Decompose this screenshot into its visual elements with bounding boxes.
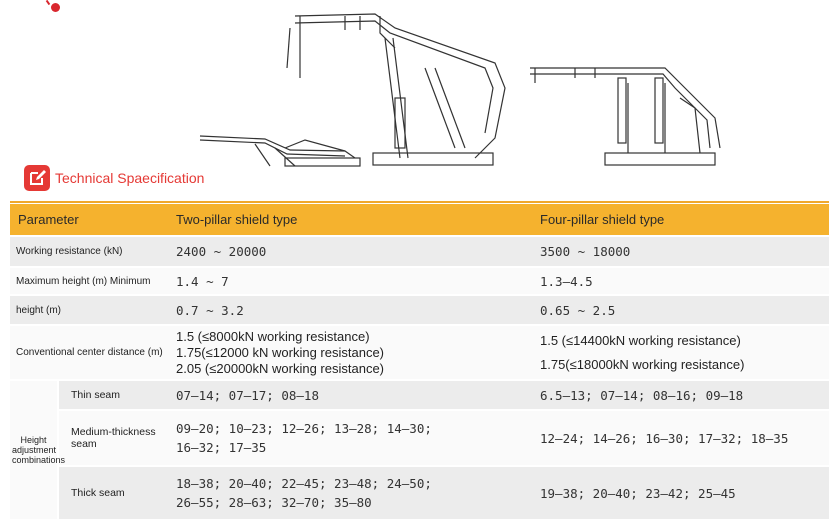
edit-icon: [24, 165, 50, 191]
table-row: [10, 295, 829, 325]
cell-line: 26–55; 28–63; 32–70; 35–80: [176, 495, 372, 510]
cell-four-pillar: 19–38; 20–40; 23–42; 25–45: [534, 466, 829, 520]
header-divider: [10, 201, 829, 203]
table-row: [10, 267, 829, 295]
cell-line: 09–20; 10–23; 12–26; 13–28; 14–30;: [176, 421, 432, 436]
column-header-parameter: Parameter: [10, 204, 170, 236]
table-row: [10, 325, 829, 380]
cell-two-pillar: 1.4 ~ 7: [170, 267, 534, 295]
table-row: [10, 380, 829, 410]
cell-two-pillar: [170, 410, 534, 466]
four-pillar-shield-figure: [530, 68, 720, 165]
row-label: Medium-thickness seam: [58, 410, 170, 466]
row-label: height (m): [10, 295, 170, 325]
cell-four-pillar: 12–24; 14–26; 16–30; 17–32; 18–35: [534, 410, 829, 466]
cell-four-pillar: 6.5–13; 07–14; 08–16; 09–18: [534, 380, 829, 410]
section-title: Technical Spaecification: [55, 170, 205, 186]
cell-line: 1.5 (≤14400kN working resistance): [540, 332, 741, 348]
row-label: Maximum height (m) Minimum: [10, 267, 170, 295]
cell-four-pillar: [534, 325, 829, 380]
table-row: [10, 410, 829, 466]
cell-two-pillar: 2400 ~ 20000: [170, 236, 534, 267]
cell-line: 18–38; 20–40; 22–45; 23–48; 24–50;: [176, 476, 432, 491]
row-label: Conventional center distance (m): [10, 325, 170, 380]
cell-line: 2.05 (≤20000kN working resistance): [176, 360, 385, 376]
cell-two-pillar: [170, 466, 534, 520]
row-label: Thin seam: [58, 380, 170, 410]
cell-two-pillar: 0.7 ~ 3.2: [170, 295, 534, 325]
cell-four-pillar: 0.65 ~ 2.5: [534, 295, 829, 325]
table-header-row: [10, 204, 829, 236]
group-label: Height adjustment combinations: [10, 380, 58, 520]
decorative-dot: [51, 3, 60, 12]
row-label: Working resistance (kN): [10, 236, 170, 267]
cell-two-pillar: 07–14; 07–17; 08–18: [170, 380, 534, 410]
cell-line: 1.75(≤18000kN working resistance): [540, 356, 745, 372]
section-heading: [24, 164, 204, 192]
two-pillar-shield-figure: [287, 14, 505, 165]
table-row: [10, 236, 829, 267]
column-header-two-pillar: Two-pillar shield type: [170, 204, 534, 236]
collapsed-shield-figure: [200, 136, 360, 166]
row-label: Thick seam: [58, 466, 170, 520]
cell-line: 1.5 (≤8000kN working resistance): [176, 328, 370, 344]
column-header-four-pillar: Four-pillar shield type: [534, 204, 829, 236]
cell-four-pillar: 3500 ~ 18000: [534, 236, 829, 267]
hydraulic-support-drawings: [195, 8, 735, 173]
cell-four-pillar: 1.3–4.5: [534, 267, 829, 295]
table-row: [10, 466, 829, 520]
spec-table: [10, 204, 829, 521]
decorative-line: [46, 0, 51, 5]
cell-two-pillar: [170, 325, 534, 380]
cell-line: 16–32; 17–35: [176, 440, 267, 455]
cell-line: 1.75(≤12000 kN working resistance): [176, 344, 385, 360]
